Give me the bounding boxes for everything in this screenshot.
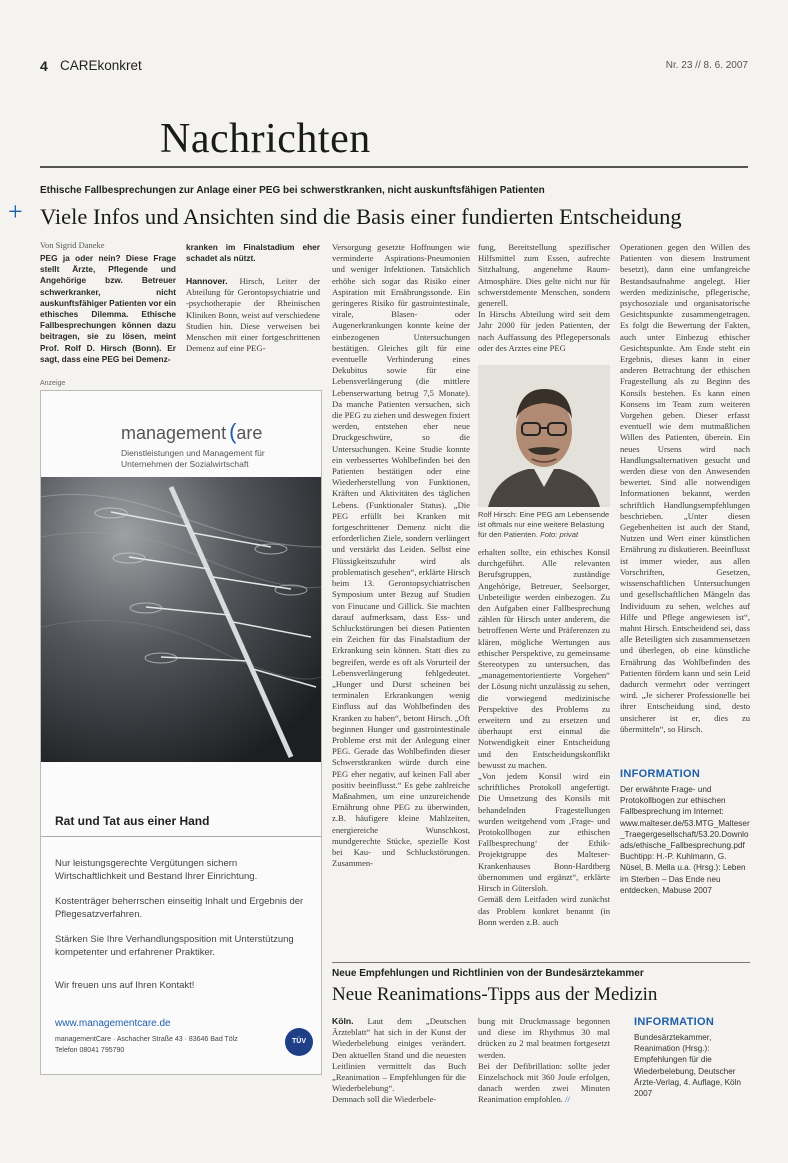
dateline: Hannover.	[186, 276, 228, 286]
tuev-seal-label: TÜV	[292, 1038, 306, 1045]
ad-paragraph-1: Nur leistungsgerechte Vergütungen sichern Wirtschaftlichkeit und Bestand Ihrer Einrichtung.	[55, 858, 258, 882]
ad-heading-rule	[41, 836, 321, 837]
article2-col2	[478, 1016, 610, 1106]
article2-headline: Neue Reanimations-Tipps aus der Medizin	[332, 984, 658, 1005]
article-col4-top: fung, Bereitstellung spezifischer Hilfsmittel zum Essen, aufrechte Sitzhaltung, angenehme Raum-Atmosphäre. Dies gelte nicht nur für schwerstdemente Menschen, sondern generell. In Hirschs Abteilung wird seit dem Jahr 2000 für jeden Patienten, der nach Auffassung des Pflegepersonals oder des Arztes eine PEG	[478, 242, 610, 353]
info-body: Der erwähnte Frage- und Protokollbogen zur ethischen Fallbesprechung im Internet: www.malteser.de/53.MTG_Malteser_Traegergesellschaft/53.20.Downloads/ethische_Fallbesprechung.pdf Buchtipp: H.-P. Kuhlmann, G. Nüsel, B. Mella u.a. (Hrsg.): Leben im Sterben – Das Ende neu entdecken, Mabuse 2007	[620, 785, 750, 895]
article-col3: Versorgung gesetzte Hoffnungen wie verminderte Aspirations-Pneumonien und weniger Infektionen. Tatsächlich erhöhe sich sogar das Risiko einer Aspiration mit Ernährungssonde. Ein geringeres Risiko für gastrointestinale, virale, Blasen- oder Augenerkrankungen konnte keine der einbezogenen Untersuchungen bestätigen. Gleiches gilt für eine eventuelle Verhinderung eines Dekubitus sowie für eine Lebensverlängerung (die mittlere Lebenserwartung betrug 7,5 Monate). Da manche Patienten versuchen, sich die PEG zu ziehen und deswegen fixiert werden, entstehen eher neue Druckgeschwüre, so die Untersuchungen. Keine Studie konnte ein verbessertes Wohlbefinden bei den Patienten bestätigen oder eine Wiederherstellung von Funktionen, Kräften und Aktivitäten des täglichen Lebens. (Funktionaler Status). „Die PEG erfüllt bei Kranken mit fortgeschrittener Demenz nicht die erforderlichen Ziele, sondern verlängert und verstärkt das Leiden. Selbst eine Flüssigkeitszufuhr wird als problematisch gesehen“, erklärte Hirsch beim 13. Gerontopsychiatrischen Symposium unter Bezug auf Studien von Finucane und Gillick. Sie machten darauf aufmerksam, dass Ess- und Schluckstörungen bei diesen Patienten ein Zeichen für das Finalstadium der Erkrankung sein können. Statt dies zu begreifen, werde es oft als Vorurteil der Lebensverlängerung fehlgedeutet. „Hunger und Durst scheinen bei terminalen Erkrankungen wenig Einfluss auf das Wohlbefinden des Kranken zu haben“, betont Hirsch. „Oft beginnen Hunger und gastrointestinale Probleme erst mit der Anlegung einer PEG. Gerade das Wohlbefinden dieser Schwerstkranken würde durch eine PEG eher negativ, auf keinen Fall aber positiv beeinflusst.“ Es gebe zahlreiche Maßnahmen, um eine unzureichende Ernährung ohne PEG zu überwinden, z.B. häufigere kleine Mahlzeiten, energiereiche Wunschkost, mundgerechte Stücke, spezielle Kost bei Kau- und Schluckstörungen. Zusammen-	[332, 242, 470, 869]
info-box-2	[634, 1016, 752, 1099]
article2-col1-text: Laut dem „Deutschen Ärzteblatt“ hat sich in der Kunst der Wiederbelebung einiges verändert. Den aktuellen Stand und die neuesten Leitlinien vermittelt das Buch „Reanimation – Empfehlungen für die Wiederbelebung“. Demnach soll die Wiederbele-	[332, 1016, 466, 1105]
rowing-scene-illustration	[41, 477, 321, 763]
article-col4-bottom: erhalten sollte, ein ethisches Konsil durchgeführt. Alle relevanten Berufsgruppen, zuständige Angehörige, Betreuer, Seelsorger, Unbeteiligte werden einbezogen. Zu den Aufgaben einer Fallbesprechung zählen für Hirsch unter anderem, die betroffenen Werte und Präferenzen zu klären, mögliche Wertungen aus ethischer Perspektive, zu gemeinsame Stereotypen zu untersuchen, das „managementorientierte Vorgehen“ der Lösung nicht unzulässig zu sehen, die vorwiegend medizinische Perspektive des Problems zu erweitern und zu ersetzen und überhaupt erst einmal die Notwendigkeit einer Entscheidung und den Entscheidungskonflikt bewusst zu machen. „Von jedem Konsil wird ein schriftliches Protokoll angefertigt. Die Umsetzung des Konsils mit behandelnden Fragestellungen wurden weitgehend vom ‚Frage- und Protokollbogen zur ethischen Fallbesprechung‘ der Ethik-Projektgruppe des Malteser-Krankenhauses Bonn-Hardtberg übernommen und ergänzt“, erklärte Hirsch in Gütersloh. Gemäß dem Leitfaden wird zunächst das Problem konkret benannt (in Bonn werden z.B. auch	[478, 547, 610, 927]
ad-brand-logo	[121, 419, 262, 445]
article2-rule	[332, 962, 750, 963]
advertisement-footer	[40, 1002, 322, 1075]
photo-caption	[478, 510, 610, 539]
article2-col1	[332, 1016, 466, 1106]
issue-date: Nr. 23 // 8. 6. 2007	[665, 60, 748, 71]
ad-phone: Telefon 08041 795790	[55, 1047, 125, 1054]
portrait-illustration	[478, 365, 610, 507]
section-rule	[40, 166, 748, 168]
info2-heading: INFORMATION	[634, 1016, 715, 1028]
advertisement	[40, 390, 322, 764]
ad-paragraph-2: Kostenträger beherrschen einseitig Inhalt und Ergebnis der Pflegesatzverfahren.	[55, 896, 304, 920]
article-end-mark: //	[565, 1094, 570, 1105]
publication-name: CAREkonkret	[60, 58, 142, 73]
article-col2-text: Hirsch, Leiter der Abteilung für Gerontopsychiatrie und -psychotherapie der Rheinischen Kliniken Bonn, weist auf verschiedene Studien hin. Diese verweisen bei Menschen mit einer fortgeschrittenen Demenz auf eine PEG-	[186, 276, 320, 354]
article-col5: Operationen gegen den Willen des Patienten von diesem Instrument besetzt), dann eine umfangreiche Bestandsaufnahme angelegt. Hier werden medizinische, pflegerische, psychosoziale und organisatorische Gesichtspunkte zusammengetragen. Es folgt die Bewertung der Fakten, auch unter Einbezug ethischer Gesichtspunkte. Am Ende steht ein Ergebnis, dieses kann in einer anderen Betrachtung der ethischen Fragestellung als zu Beginn des Konsils bestehen. Es kann einen Konsens im Team zum weiteren Vorgehen geben. Dieser erfasst eventuell wie dem mutmaßlichen Willen des Patienten, überein. Ein neues Ursens wird nach Handlungsalternativen gesucht und werden diese von den Anwesenden bewertet. Sind alle notwendigen Informationen bekannt, werden schriftlich Handlungsempfehlungen beschrieben. „Unter diesen Gegebenheiten ist auch der Stand, Nutzen und Wert einer künstlichen Ernährung zu diskutieren. Beeinflusst ist immer wieder, aus allen Vorschriften, Gesetzen, wissenschaftlichen Untersuchungen und gesellschaftlichen Mängeln das Individuum zu sehen, welches auf Hilfe und Pflege angewiesen ist“, mahnt Hirsch. Entscheidend sei, dass alle Beteiligten sich zusammensetzen und überlegen, ob eine künstliche Ernährung das Wohlbefinden des Patienten fördern kann und sein Leid dadurch vermehrt oder verringert wird. „Je sicherer Professionelle bei ihrer Entscheidung sind, desto unsicherer ist er, dies zu übermitteln“, so Hirsch.	[620, 242, 750, 734]
ad-label: Anzeige	[40, 380, 66, 387]
article2-dateline: Köln.	[332, 1016, 354, 1026]
article-teaser: PEG ja oder nein? Diese Frage stellt Ärzte, Pflegende und Angehörige bzw. Betreuer schwerkranker, nicht auskunftsfähiger Patienten vor ein ethisches Dilemma. Ethische Fallbesprechungen können dazu beitragen, sie zu lösen, meint Prof. Rolf D. Hirsch (Bonn). Er sagt, dass eine PEG bei Demenz-	[40, 253, 177, 364]
photo-caption-text: Rolf Hirsch: Eine PEG am Lebensende ist oftmals nur eine weitere Belastung für den Patienten.	[478, 510, 610, 539]
advertisement-text-panel	[40, 762, 322, 1003]
page-number: 4	[40, 58, 48, 74]
ad-heading: Rat und Tat aus einer Hand	[55, 814, 210, 828]
article2-kicker: Neue Empfehlungen und Richtlinien von der Bundesärztekammer	[332, 968, 644, 979]
pen-mark: +	[8, 197, 23, 226]
ad-address: managementCare · Aschacher Straße 43 · 83646 Bad Tölz	[55, 1036, 238, 1043]
ad-tagline: Dienstleistungen und Management für Unternehmen der Sozialwirtschaft	[121, 448, 265, 469]
info-box-1	[620, 768, 750, 896]
ad-paragraph-3: Stärken Sie Ihre Verhandlungsposition mit Unterstützung kompetenter und erfahrener Praktiker.	[55, 934, 294, 958]
ad-brand-word1: management	[121, 423, 227, 443]
tuev-seal-icon	[285, 1028, 313, 1056]
ad-url[interactable]: www.managementcare.de	[55, 1018, 171, 1029]
byline: Von Sigrid Daneke	[40, 240, 105, 250]
ad-rowing-image	[41, 477, 321, 763]
info-heading: INFORMATION	[620, 768, 701, 780]
article-col2-body	[186, 276, 320, 354]
section-title: Nachrichten	[160, 116, 371, 162]
portrait-photo	[478, 365, 610, 507]
ad-paragraph-4: Wir freuen uns auf Ihren Kontakt!	[55, 980, 195, 991]
article-headline: Viele Infos und Ansichten sind die Basis einer fundierten Entscheidung	[40, 204, 682, 229]
ad-brand-word2: are	[236, 423, 263, 443]
ad-brand-c-icon: (	[229, 419, 237, 444]
article2-col2-text: bung mit Druckmassage begonnen und diese im Rhythmus 30 mal drücken zu 2 mal beatmen fortgesetzt werden. Bei der Defibrillation: sollte jeder Einzelschock mit 360 Joule erfolgen, danach werden zwei Minuten Reanimation empfohlen.	[478, 1016, 610, 1105]
info2-body: Bundesärztekammer, Reanimation (Hrsg.): Empfehlungen für die Wiederbelebung, Deutscher Ärzte-Verlag, 4. Auflage, Köln 2007	[634, 1033, 741, 1099]
article-kicker: Ethische Fallbesprechungen zur Anlage einer PEG bei schwerstkranken, nicht auskunftsfähigen Patienten	[40, 185, 545, 196]
photo-credit: Foto: privat	[540, 529, 579, 539]
article-col2-top: kranken im Finalstadium eher schadet als nützt.	[186, 242, 320, 264]
